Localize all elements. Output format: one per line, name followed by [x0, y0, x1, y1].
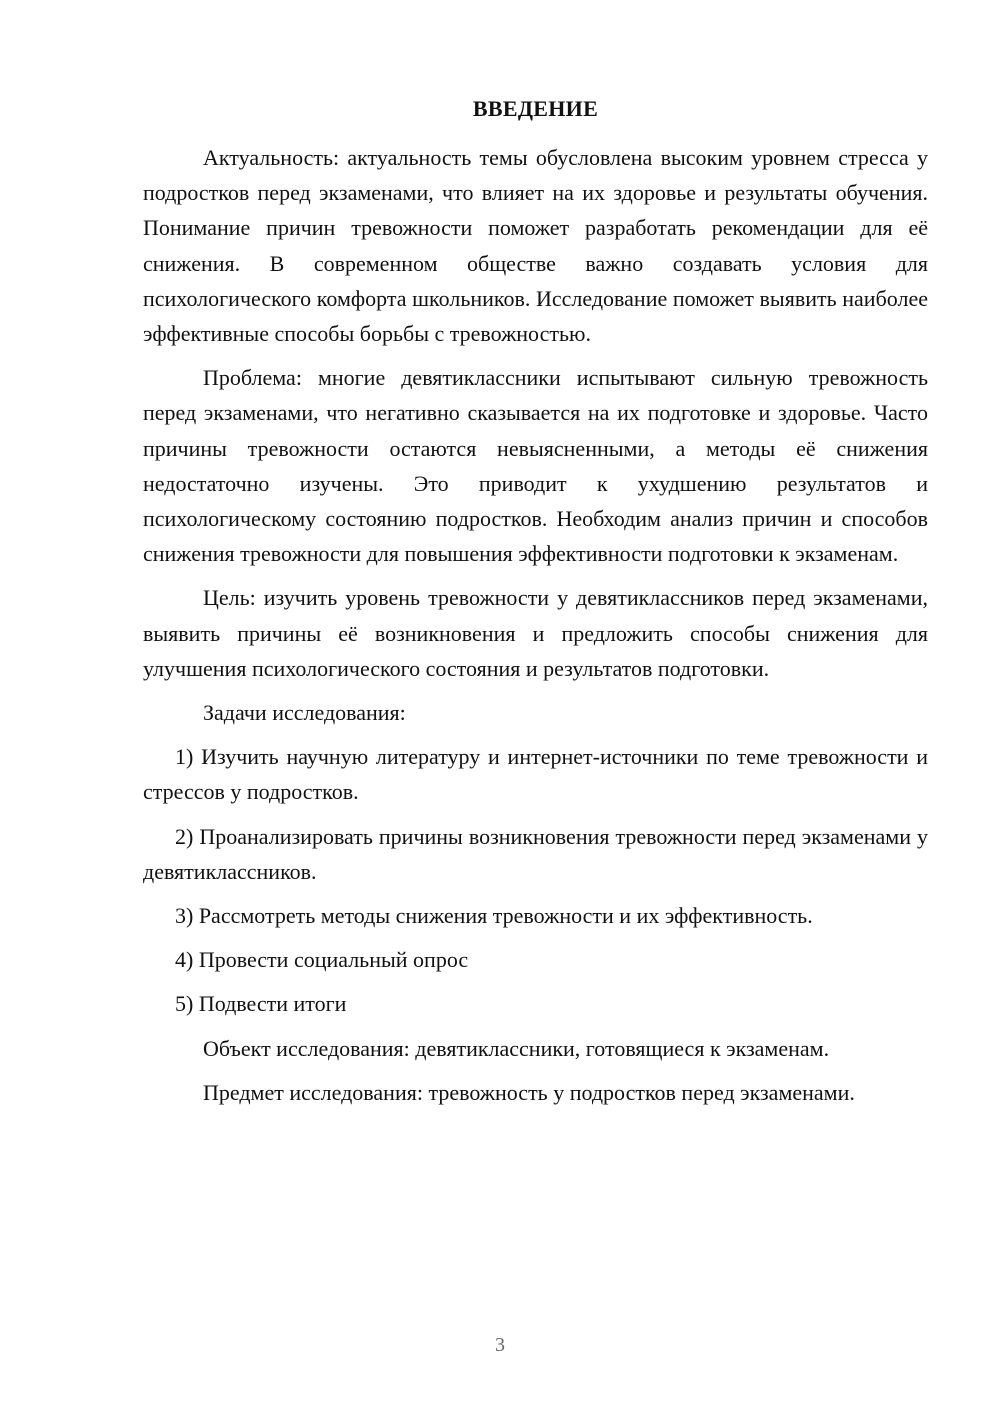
paragraph-object: Объект исследования: девятиклассники, готовящиеся к экзаменам. — [203, 1035, 830, 1061]
paragraph-tasks-heading: Задачи исследования: — [203, 700, 406, 726]
task-item-1: 1) Изучить научную литературу и интернет-источники по теме тревожности и стрессов у подростков. — [143, 744, 928, 805]
task-item-2: 2) Проанализировать причины возникновения тревожности перед экзаменами у девятиклассников. — [143, 823, 928, 884]
paragraph-subject: Предмет исследования: тревожность у подростков перед экзаменами. — [203, 1079, 855, 1105]
paragraph-relevance: Актуальность: актуальность темы обусловлена высоким уровнем стресса у подростков перед экзаменами, что влияет на их здоровье и результаты обучения. Понимание причин тревожности поможет разработать рекомендации для её снижения. В современном обществе важно создавать условия для психологического комфорта школьников. Исследование поможет выявить наиболее эффективные способы борьбы с тревожностью. — [143, 145, 928, 347]
task-item-4: 4) Провести социальный опрос — [175, 947, 469, 973]
paragraph-problem: Проблема: многие девятиклассники испытывают сильную тревожность перед экзаменами, что негативно сказывается на их подготовке и здоровье. Часто причины тревожности остаются невыясненными, а методы её снижения недостаточно изучены. Это приводит к ухудшению результатов и психологическому состоянию подростков. Необходим анализ причин и способов снижения тревожности для повышения эффективности подготовки к экзаменам. — [143, 365, 928, 567]
document-page — [143, 94, 928, 1119]
page-number: 3 — [495, 1334, 505, 1356]
section-title: ВВЕДЕНИЕ — [472, 96, 599, 121]
task-item-3: 3) Рассмотреть методы снижения тревожности и их эффективность. — [175, 903, 813, 929]
task-item-5: 5) Подвести итоги — [175, 991, 347, 1017]
paragraph-goal: Цель: изучить уровень тревожности у девятиклассников перед экзаменами, выявить причины её возникновения и предложить способы снижения для улучшения психологического состояния и результатов подготовки. — [143, 585, 928, 681]
